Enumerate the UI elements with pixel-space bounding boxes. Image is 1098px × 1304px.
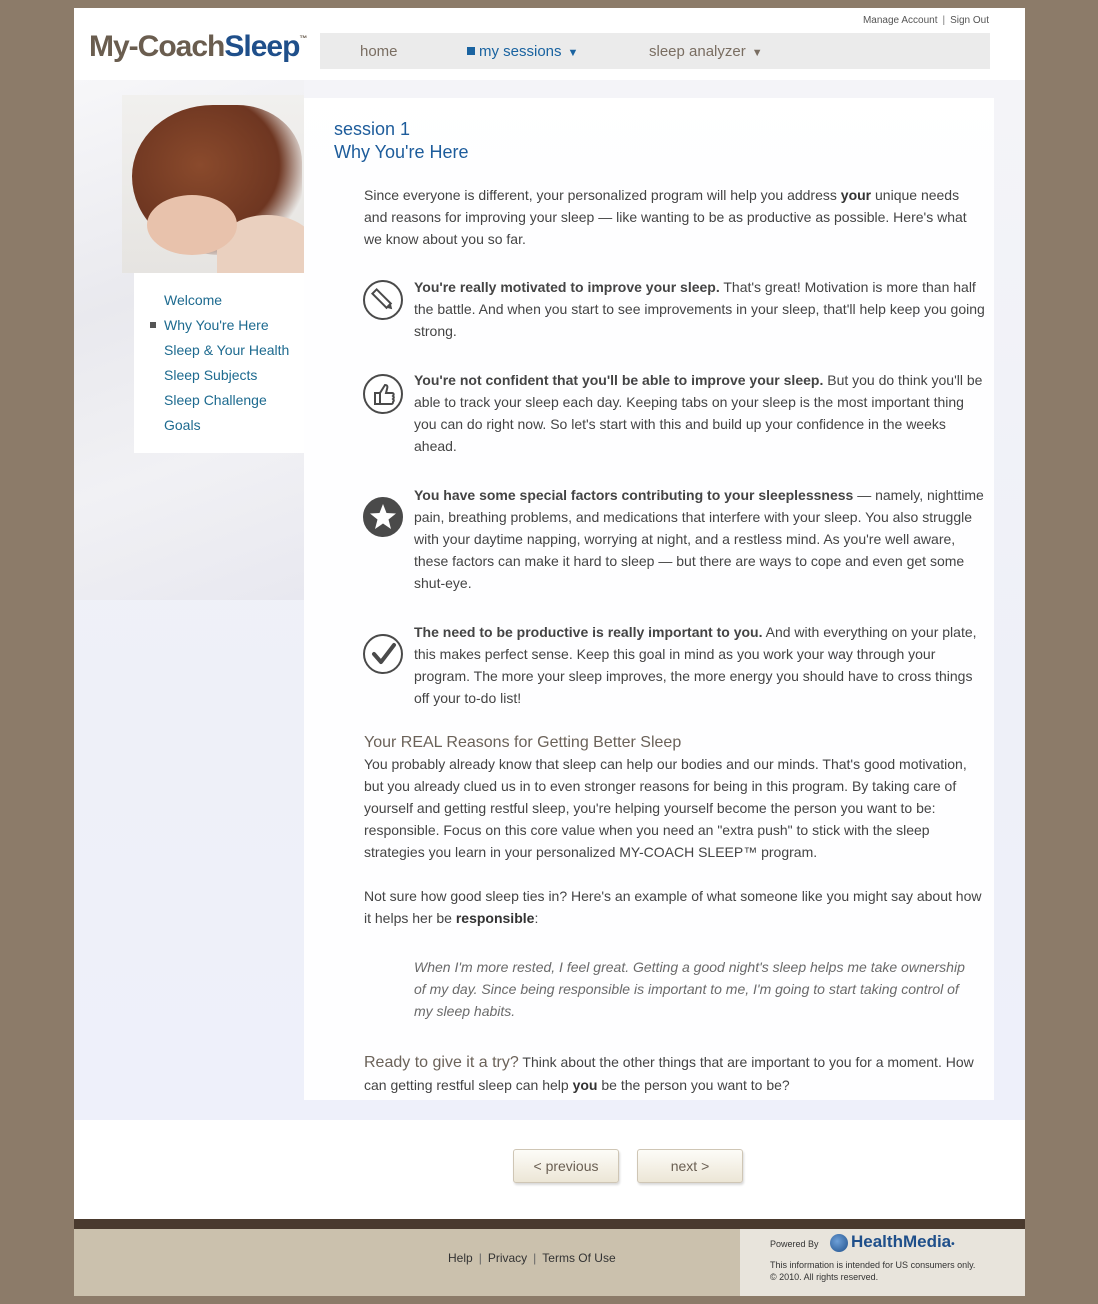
previous-button[interactable]: < previous: [513, 1149, 619, 1183]
thumbs-up-icon: [363, 374, 403, 414]
footer-divider: [74, 1219, 1025, 1229]
sidebar-item-sleep-challenge[interactable]: Sleep Challenge: [164, 392, 267, 408]
active-marker-icon: [467, 47, 475, 55]
separator: |: [533, 1251, 537, 1265]
separator: |: [942, 15, 946, 26]
powered-by-box: [740, 1229, 1025, 1296]
pencil-icon: [363, 280, 403, 320]
footer-links: [448, 1251, 616, 1265]
page: [74, 8, 1025, 1296]
sidebar-item-sleep-subjects[interactable]: Sleep Subjects: [164, 367, 258, 383]
separator: |: [478, 1251, 482, 1265]
sidebar-item-welcome[interactable]: Welcome: [164, 292, 223, 308]
help-link[interactable]: Help: [448, 1251, 473, 1265]
feature-special-factors: You have some special factors contributing to your sleeplessness — namely, nighttime pain, breathing problems, and medications that interfere with your sleep. You also struggle with your daytime napping, worrying at night, and a restless mind. As you're well aware, these factors can make it hard to sleep — but there are ways to cope and even get some shut-eye.: [414, 487, 984, 591]
example-paragraph: Not sure how good sleep ties in? Here's an example of what someone like you might say about how it helps her be responsible:: [364, 888, 982, 926]
sleeping-woman-image: [122, 95, 304, 273]
header: [74, 8, 1025, 80]
ready-paragraph: Ready to give it a try? Think about the other things that are important to you for a moment. How can getting restful sleep can help you be the person you want to be?: [364, 1054, 974, 1093]
main-content: [304, 98, 994, 1100]
chevron-down-icon: ▼: [751, 47, 763, 59]
manage-account-link[interactable]: Manage Account: [862, 15, 938, 26]
powered-by-label: Powered By: [770, 1239, 819, 1249]
logo-text-1: My-Coach: [89, 30, 225, 63]
session-label: session 1: [334, 119, 411, 139]
sidebar-item-goals[interactable]: Goals: [164, 417, 201, 433]
feature-productive: The need to be productive is really important to you. And with everything on your plate, this makes perfect sense. Keep this goal in mind as you work your way through your program. The more your sleep improves, the more energy you should have to cross things off your to-do list!: [414, 624, 977, 706]
ready-heading: Ready to give it a try?: [364, 1054, 519, 1071]
nav-home[interactable]: home: [360, 43, 398, 60]
chevron-down-icon: ▼: [567, 47, 579, 59]
terms-link[interactable]: Terms Of Use: [542, 1251, 616, 1265]
reasons-heading: Your REAL Reasons for Getting Better Sleep: [364, 734, 682, 751]
privacy-link[interactable]: Privacy: [487, 1251, 528, 1265]
sidebar-item-why-youre-here[interactable]: Why You're Here: [164, 317, 269, 333]
sign-out-link[interactable]: Sign Out: [950, 15, 989, 26]
nav-my-sessions[interactable]: [467, 43, 578, 60]
session-sidebar: [134, 273, 304, 453]
logo-tm: ™: [299, 34, 307, 43]
healthmedia-logo[interactable]: HealthMedia•: [830, 1232, 955, 1252]
checkmark-icon: [363, 634, 403, 674]
globe-icon: [830, 1234, 848, 1252]
current-item-bullet-icon: [150, 322, 156, 328]
page-title: [334, 118, 469, 164]
next-button[interactable]: next >: [637, 1149, 743, 1183]
footer: [74, 1229, 1025, 1296]
nav-sleep-analyzer-label: sleep analyzer: [649, 43, 746, 60]
nav-my-sessions-label: my sessions: [479, 43, 562, 60]
nav-sleep-analyzer[interactable]: [649, 43, 763, 60]
logo-text-2: Sleep: [224, 30, 300, 63]
star-icon: [363, 497, 403, 537]
legal-note: This information is intended for US consumers only. © 2010. All rights reserved.: [770, 1260, 976, 1282]
reasons-paragraph: You probably already know that sleep can help our bodies and our minds. That's good motivation, but you already clued us in to even stronger reasons for being in this program. By taking care of yourself and getting restful sleep, you're helping yourself become the person you want to be: responsible. Focus on this core value when you need an "extra push" to stick with the sleep strategies you learn in your personalized MY-COACH SLEEP™ program.: [364, 756, 967, 860]
feature-confidence: You're not confident that you'll be able to improve your sleep. But you do think you'll be able to track your sleep each day. Keeping tabs on your sleep is the most important thing you can do right now. So let's start with this and build up your confidence in the weeks ahead.: [414, 372, 983, 454]
logo[interactable]: [89, 30, 306, 64]
main-nav: [320, 33, 990, 69]
example-quote: When I'm more rested, I feel great. Getting a good night's sleep helps me take ownership of my day. Since being responsible is important to me, I'm going to start taking control of my sleep habits.: [414, 959, 965, 1019]
account-links: [863, 15, 989, 26]
intro-paragraph: Since everyone is different, your personalized program will help you address your unique needs and reasons for improving your sleep — like wanting to be as productive as possible. Here's what we know about you so far.: [364, 187, 967, 247]
session-title: Why You're Here: [334, 142, 469, 162]
feature-motivation: You're really motivated to improve your sleep. That's great! Motivation is more than half the battle. And when you start to see improvements in your sleep, that'll help keep you going strong.: [414, 279, 985, 339]
sidebar-item-sleep-health[interactable]: Sleep & Your Health: [164, 342, 290, 358]
